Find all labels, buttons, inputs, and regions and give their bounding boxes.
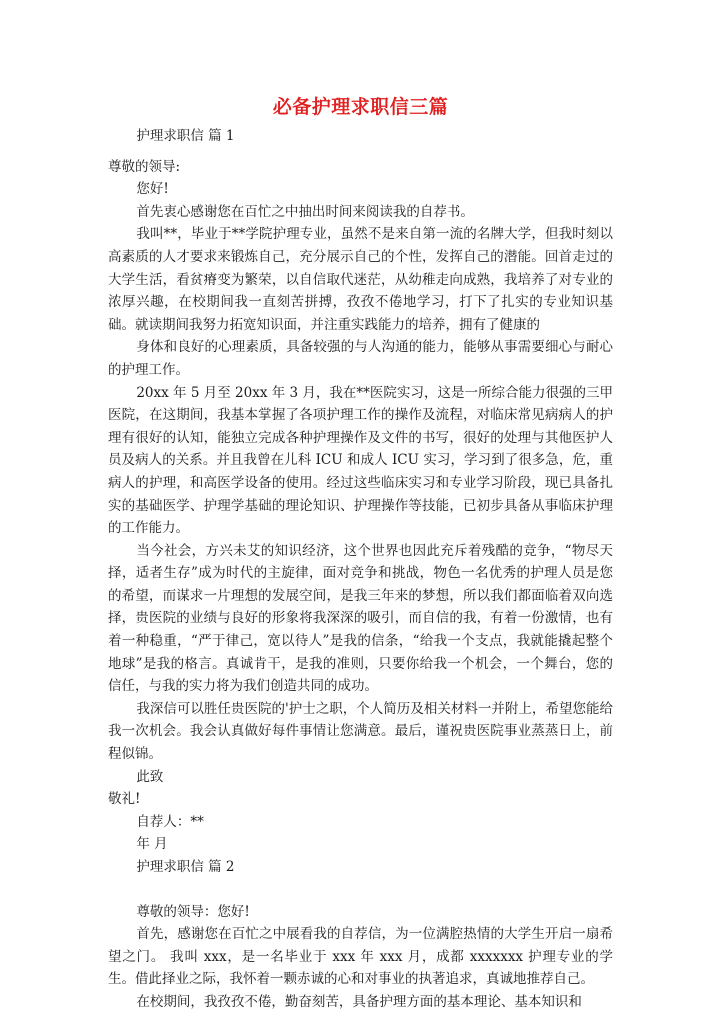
letter1-closing-1: 此致 [136,768,164,785]
letter1-paragraph: 身体和良好的心理素质，具备较强的与人沟通的能力，能够从事需要细心与耐心的护理工作。 [108,339,613,378]
letter1-paragraph: 首先衷心感谢您在百忙之中抽出时间来阅读我的自荐书。 [136,203,474,220]
letter2-paragraph: 在校期间，我孜孜不倦，勤奋刻苦，具备护理方面的基本理论、基本知识和 [136,993,582,1010]
letter2-heading: 护理求职信 篇 2 [136,859,235,875]
letter1-paragraph: 我叫**，毕业于**学院护理专业，虽然不是来自第一流的名牌大学，但我时刻以高素质的人才要求来锻炼自己，充分展示自己的个性，发挥自己的潜能。回首走过的大学生活，看贫瘠变为繁荣，以自信取代迷茫，从幼稚走向成熟，我培养了对专业的浓厚兴趣，在校期间我一直刻苦拼搏，孜孜不倦地学习，打下了扎实的专业知识基础。就读期间我努力拓宽知识面，并注重实践能力的培养，拥有了健康的 [108,226,613,333]
document-title: 必备护理求职信三篇 [272,96,449,118]
letter2-salutation: 尊敬的领导：您好! [136,903,250,920]
document-page [108,92,613,1014]
letter1-heading: 护理求职信 篇 1 [136,128,235,144]
letter1-closing-2: 敬礼! [108,791,141,808]
letter2-paragraph: 首先，感谢您在百忙之中展看我的自荐信，为一位满腔热情的大学生开启一扇希望之门。 我叫 xxx，是一名毕业于 xxx 年 xxx 月，成都 xxxxxxx 护理专业的学生。借此择业之际，我怀着一颗赤诚的心和对事业的执著追求，真诚地推荐自己。 [108,926,613,988]
letter1-date: 年 月 [136,836,168,853]
letter1-greeting: 您好! [136,181,169,198]
letter1-signature: 自荐人：** [136,813,204,830]
letter1-salutation: 尊敬的领导: [108,158,181,175]
letter1-paragraph: 当今社会，方兴未艾的知识经济，这个世界也因此充斥着残酷的竞争，“物尽天择，适者生存”成为时代的主旋律，面对竞争和挑战，物色一名优秀的护理人员是您的希望，而谋求一片理想的发展空间，是我三年来的梦想，所以我们都面临着双向选择，贵医院的业绩与良好的形象将我深深的吸引，而自信的我，有着一份激情，也有着一种稳重，“严于律己，宽以待人”是我的信条，“给我一个支点，我就能撬起整个地球”是我的格言。真诚肯干，是我的准则，只要你给我一个机会，一个舞台，您的信任，与我的实力将为我们创造共同的成功。 [108,542,613,695]
spacer [108,879,613,901]
spacer [108,148,613,156]
letter1-paragraph: 20xx 年 5 月至 20xx 年 3 月，我在**医院实习，这是一所综合能力很强的三甲医院，在这期间，我基本掌握了各项护理工作的操作及流程，对临床常见病病人的护理有很好的认知，能独立完成各种护理操作及文件的书写，很好的处理与其他医护人员及病人的关系。并且我曾在儿科 ICU 和成人 ICU 实习，学习到了很多急，危，重病人的护理，和高医学设备的使用。经过这些临床实习和专业学习阶段，现已具备扎实的基础医学、护理学基础的理论知识、护理操作等技能，已初步具备从事临床护理的工作能力。 [108,384,613,537]
letter1-paragraph: 我深信可以胜任贵医院的'护士之职，个人简历及相关材料一并附上，希望您能给我一次机会。我会认真做好每件事情让您满意。最后，谨祝贵医院事业蒸蒸日上，前程似锦。 [108,700,613,763]
